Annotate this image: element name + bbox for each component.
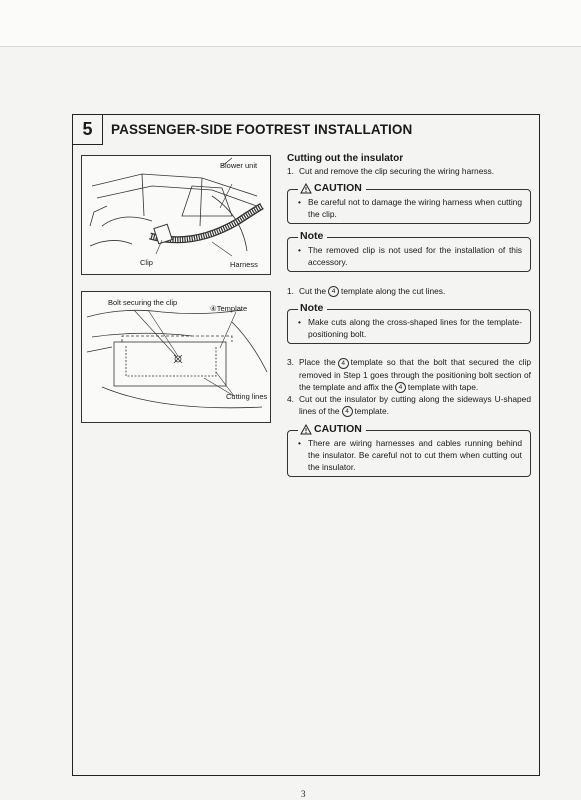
warning-triangle-icon [300,424,312,435]
step-4-number: 4. [287,393,294,404]
caution-box-2 [287,423,531,477]
step-3 [287,356,531,393]
instructions-part2 [287,285,531,477]
note-bullet-1: • The removed clip is not used for the installation of this accessory. [296,244,522,268]
bolt-label: Bolt securing the clip [108,298,178,307]
blower-unit-label: Blower unit [220,161,258,170]
caution-bullet-1: • Be careful not to damage the wiring harness when cutting the clip. [296,196,522,220]
figure-template [81,291,271,423]
cut-step-number: 1. [287,286,294,296]
note-box-1 [287,230,531,272]
step-3-a: Place the [299,357,336,368]
caution-text-1: CAUTION [314,182,362,194]
note-box-2 [287,302,531,344]
note-bullet-2: • Make cuts along the cross-shaped lines for the template-positioning bolt. [296,316,522,340]
step-number: 5 [73,115,103,145]
figure-clip-harness [81,155,271,275]
cutting-lines-label: Cutting lines [226,392,268,401]
step-3-number: 3. [287,357,294,368]
clip-harness-illustration [82,156,271,275]
subsection-heading: Cutting out the insulator [287,153,404,164]
cut-step-before: Cut the [299,286,327,296]
note-title-1: Note [298,230,327,242]
step-1 [287,165,531,177]
section-title: PASSENGER-SIDE FOOTREST INSTALLATION [111,122,413,137]
section-header [73,115,539,145]
step-3-c: template with tape. [407,381,479,392]
instruction-frame [72,114,540,776]
step-1-number: 1. [287,166,294,176]
caution-box-1 [287,182,531,224]
caution-title-1 [298,182,366,194]
caution-bullet-2: • There are wiring harnesses and cables running behind the insulator. Be careful not to cut them when cutting out the insulator. [296,437,522,473]
warning-triangle-icon [300,183,312,194]
step-4-a: Cut out the insulator by cutting along the sideways U-shaped lines of the [299,393,531,416]
circled-4-icon: 4 [395,382,406,393]
caution-title-2 [298,423,366,435]
note-title-2: Note [298,302,327,314]
clip-label: Clip [140,258,153,267]
circled-4-icon: 4 [342,406,353,417]
circled-4-icon: 4 [338,358,349,369]
cut-step-after: template along the cut lines. [341,286,446,296]
circled-4-icon: 4 [328,286,339,297]
scan-margin [0,0,581,47]
step-4 [287,393,531,417]
step-2-cut [287,285,531,297]
step-3-b: template so that the bolt that secured the clip removed in Step 1 goes through the positioning bolt section of the template and affix the [299,357,532,392]
harness-label: Harness [230,260,258,269]
page-number: 3 [301,789,306,799]
step-4-b: template. [354,405,389,416]
caution-text-2: CAUTION [314,423,362,436]
instructions-part1 [287,153,531,272]
template-label: ④Template [210,304,248,313]
step-1-text: Cut and remove the clip securing the wiring harness. [299,166,495,176]
